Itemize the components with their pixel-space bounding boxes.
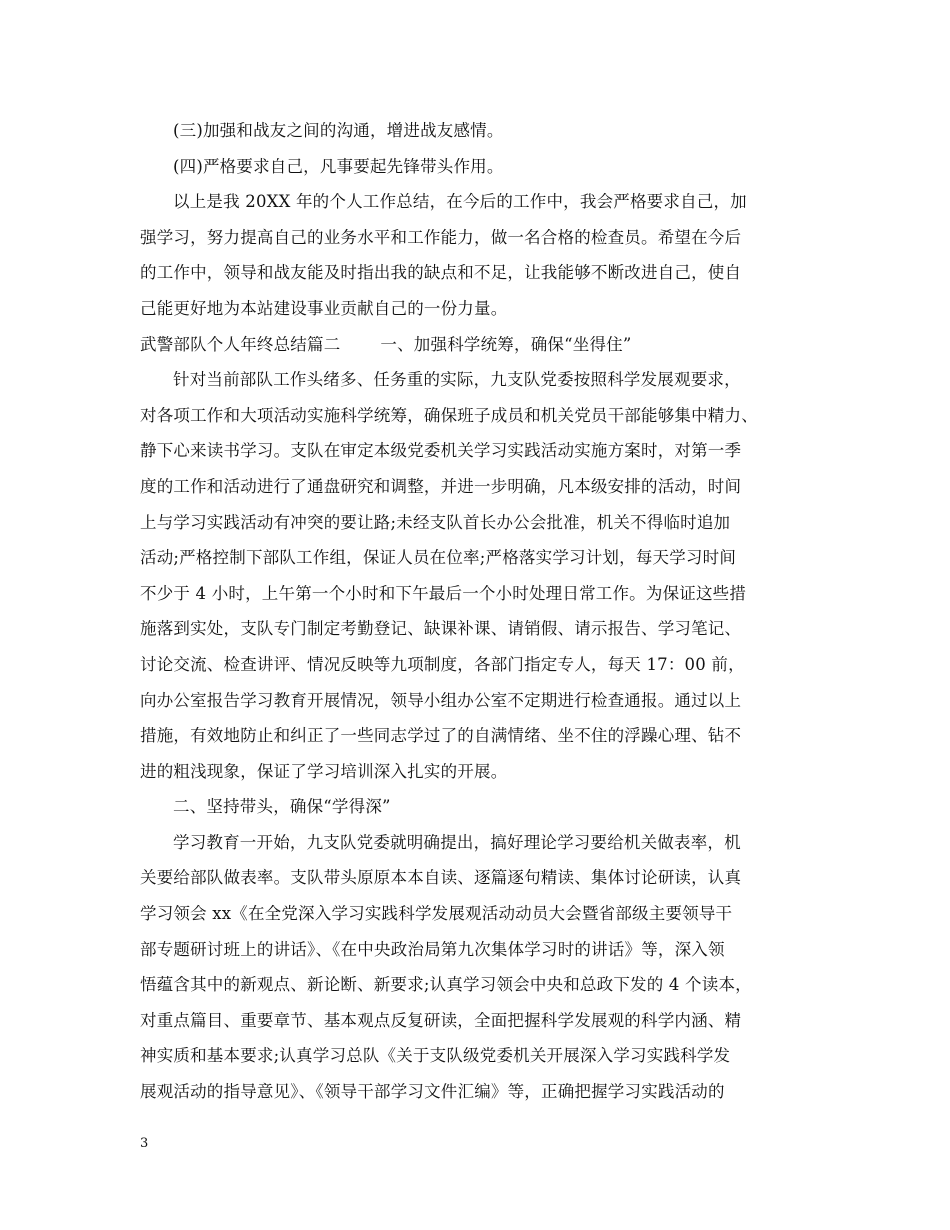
page-number: 3 [140,1136,149,1151]
text-line [140,1110,820,1146]
text-line: 讨论交流、检查讲评、情况反映等九项制度，各部门指定专人，每天 17：00 前， [140,654,745,674]
text-line: 不少于 4 小时，上午第一个小时和下午最后一个小时处理日常工作。为保证这些措 [140,583,747,603]
text-line: 静下心来读书学习。支队在审定本级党委机关学习实践活动实施方案时，对第一季 [140,441,742,461]
text-line: 强学习，努力提高自己的业务水平和工作能力，做一名合格的检查员。希望在今后 [140,227,742,247]
text-line: 施落到实处，支队专门制定考勤登记、缺课补课、请销假、请示报告、学习笔记、 [140,619,742,639]
section-heading [140,327,820,363]
text-line: 神实质和基本要求;认真学习总队《关于支队级党委机关开展深入学习实践科学发 [140,1046,731,1066]
text-line: 进的粗浅现象，保证了学习培训深入扎实的开展。 [140,761,508,781]
text-line: (三)加强和战友之间的沟通，增进战友感情。 [173,121,504,140]
text-line: (四)严格要求自己，凡事要起先锋带头作用。 [173,156,504,176]
subsection-heading: 二、坚持带头，确保“学得深” [173,797,391,817]
text-line: 针对当前部队工作头绪多、任务重的实际，九支队党委按照科学发展观要求， [173,370,741,390]
text-line: 上与学习实践活动有冲突的要让路;未经支队首长办公会批准，机关不得临时追加 [140,512,731,532]
text-line: 学习领会 xx《在全党深入学习实践科学发展观活动动员大会暨省部级主要领导干 [140,904,733,924]
text-line: 对重点篇目、重要章节、基本观点反复研读，全面把握科学发展观的科学内涵、精 [140,1010,742,1030]
text-line: 活动;严格控制下部队工作组，保证人员在位率;严格落实学习计划，每天学习时间 [140,548,737,568]
document-body [140,113,820,1145]
text-line: 向办公室报告学习教育开展情况，领导小组办公室不定期进行检查通报。通过以上 [140,690,742,710]
text-line: 展观活动的指导意见》、《领导干部学习文件汇编》等，正确把握学习实践活动的 [140,1082,725,1102]
text-line: 措施，有效地防止和纠正了一些同志学过了的自满情绪、坐不住的浮躁心理、钻不 [140,726,742,746]
text-line: 悟蕴含其中的新观点、新论断、新要求;认真学习领会中央和总政下发的 4 个读本， [140,975,752,995]
text-line: 己能更好地为本站建设事业贡献自己的一份力量。 [140,298,508,318]
section-subtitle: 一、加强科学统筹，确保“坐得住” [380,334,632,354]
text-line: 学习教育一开始，九支队党委就明确提出，搞好理论学习要给机关做表率，机 [173,832,741,852]
text-line: 度的工作和活动进行了通盘研究和调整，并进一步明确，凡本级安排的活动，时间 [140,476,742,496]
text-line: 对各项工作和大项活动实施科学统筹，确保班子成员和机关党员干部能够集中精力、 [140,405,758,425]
text-line: 关要给部队做表率。支队带头原原本本自读、逐篇逐句精读、集体讨论研读，认真 [140,868,742,888]
text-line: 部专题研讨班上的讲话》、《在中央政治局第九次集体学习时的讲话》等，深入领 [140,939,725,959]
text-line: 以上是我 20XX 年的个人工作总结，在今后的工作中，我会严格要求自己，加 [173,192,747,212]
section-title: 武警部队个人年终总结篇二 [140,334,341,354]
text-line: 的工作中，领导和战友能及时指出我的缺点和不足，让我能够不断改进自己，使自 [140,263,742,283]
